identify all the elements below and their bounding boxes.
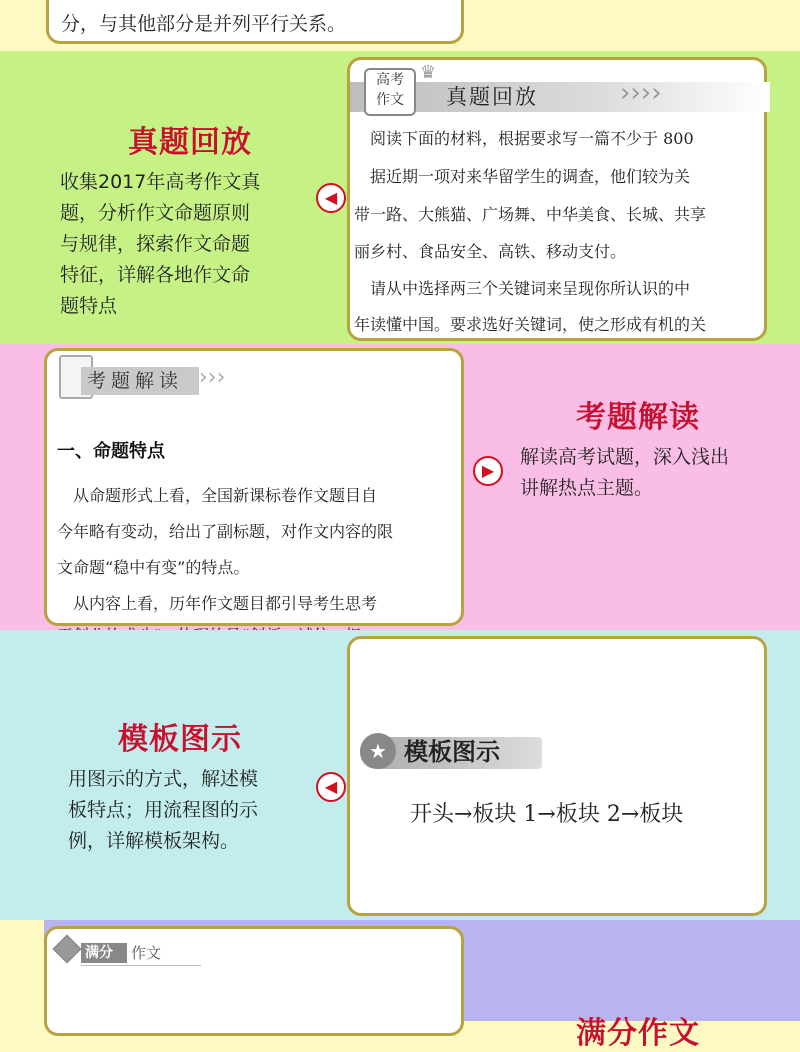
star-badge-icon: ★ [360, 733, 396, 769]
crown-icon: ♛ [420, 62, 437, 83]
section-muban [0, 630, 800, 920]
cube-icon [53, 935, 82, 964]
card-text-line: 从命题形式上看，全国新课标卷作文题目自 [57, 486, 378, 505]
top-card-text: 分，与其他部分是并列平行关系。 [61, 13, 347, 35]
badge-line: 作文 [376, 92, 404, 108]
zhenti-card [347, 57, 767, 341]
top-card [46, 0, 464, 44]
section-description [520, 442, 780, 504]
card-text-line: 带一路、大熊猫、广场舞、中华美食、长城、共享 [354, 205, 707, 224]
card-header-title: 真题回放 [446, 85, 538, 109]
section-kaoti [0, 344, 800, 630]
description-line: 板特点；用流程图的示 [68, 799, 259, 821]
description-line: 题特点 [60, 295, 118, 317]
arrow-right-icon[interactable]: ▶ [473, 456, 503, 486]
description-line: 解读高考试题，深入浅出 [520, 446, 730, 468]
card-header-title: 考题解读 [87, 370, 184, 392]
description-line: 例，详解模板架构。 [68, 830, 240, 852]
card-text-line: 今年略有变动，给出了副标题，对作文内容的限 [57, 522, 394, 541]
description-line: 与规律，探索作文命题 [60, 233, 251, 255]
flow-diagram-text: 开头→板块 1→板块 2→板块 [410, 802, 684, 827]
card-text-line: 年读懂中国。要求选好关键词，使之形成有机的关 [354, 315, 707, 334]
section-title: 考题解读 [576, 400, 700, 435]
badge-text [85, 943, 113, 963]
badge-line: 高考 [376, 72, 404, 88]
card-text-line: 丽乡村、食品安全、高铁、移动支付。 [354, 242, 627, 261]
muban-card [347, 636, 767, 916]
section-title: 满分作文 [576, 1016, 700, 1051]
kaoti-card [44, 348, 464, 626]
chevron-icon: ››› [199, 365, 226, 390]
chevron-icon: ›››› [620, 78, 662, 108]
description-line: 收集2017年高考作文真 [60, 171, 261, 193]
card-text-line: 请从中选择两三个关键词来呈现你所认识的中 [354, 279, 691, 298]
arrow-left-icon[interactable]: ◀ [316, 772, 346, 802]
card-subtitle: 一、命题特点 [57, 441, 165, 462]
section-description [60, 167, 300, 322]
description-line: 题，分析作文命题原则 [60, 202, 251, 224]
description-line: 用图示的方式，解述模 [68, 768, 259, 790]
section-title: 真题回放 [128, 125, 252, 160]
card-text-line: 从内容上看，历年作文题目都引导考生思考 [57, 594, 378, 613]
card-text-line: 阅读下面的材料，根据要求写一篇不少于 800 [354, 129, 694, 148]
description-line: 特征，详解各地作文命 [60, 264, 251, 286]
badge-suffix: 作文 [131, 944, 162, 962]
badge-char: 分 [99, 945, 113, 961]
arrow-left-icon[interactable]: ◀ [316, 183, 346, 213]
section-zhenti [0, 51, 800, 344]
card-header-title: 模板图示 [404, 738, 500, 766]
section-title: 模板图示 [118, 722, 242, 757]
badge-box [364, 68, 416, 116]
card-text-line: 文命题“稳中有变”的特点。 [57, 558, 250, 577]
description-line: 讲解热点主题。 [520, 477, 654, 499]
section-manfen [0, 920, 800, 1051]
card-text-line: 据近期一项对来华留学生的调查，他们较为关 [354, 167, 691, 186]
section-description [68, 764, 308, 857]
header-underline [81, 965, 201, 966]
left-yellow-strip [0, 920, 44, 1021]
manfen-card [44, 926, 464, 1036]
badge-char: 满 [85, 945, 99, 961]
